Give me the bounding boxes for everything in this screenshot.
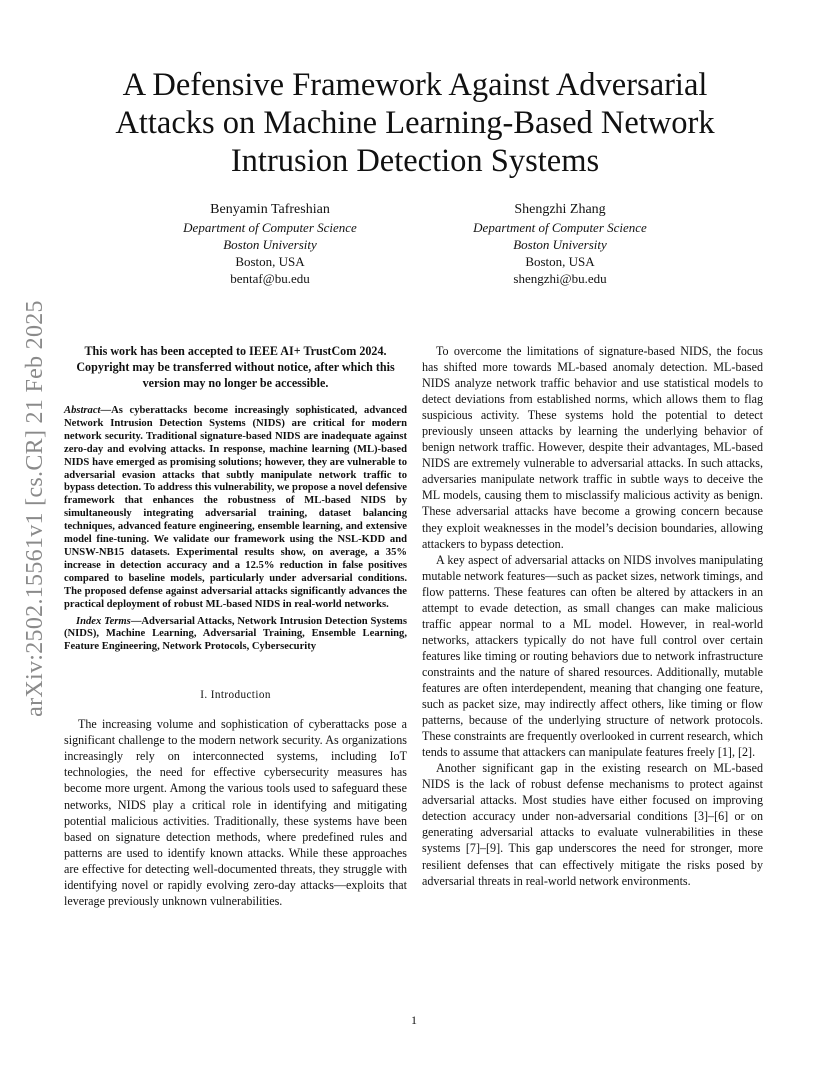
index-terms	[64, 616, 407, 655]
author-location: Boston, USA	[235, 254, 305, 269]
author-block-1	[120, 201, 420, 287]
author-name: Shengzhi Zhang	[514, 202, 606, 217]
author-department: Department of Computer Science	[473, 220, 647, 235]
author-location: Boston, USA	[525, 254, 595, 269]
right-column	[422, 343, 763, 889]
page-number: 1	[411, 1013, 417, 1027]
body-paragraph: A key aspect of adversarial attacks on NIDS involves manipulating mutable network features—such as packet sizes, network timings, and flow patterns. These features can often be altered by attackers in an attempt to evade detection, as small changes can make malicious traffic appear normal to a ML model. However, in real-world networks, attackers typically do not have full control over certain features like timing or routing behaviors due to network infrastructure constraints and the nature of shared resources. Additionally, mutable features are often interdependent, meaning that changing one feature, such as packet size, may indirectly affect others, like timing or flow patterns, because of the underlying structure of network protocols. These constraints are frequently overlooked in current research, which tends to assume that attackers can manipulate features freely [1], [2].	[422, 552, 763, 760]
author-block-2	[410, 201, 710, 287]
author-university: Boston University	[223, 237, 317, 252]
author-department: Department of Computer Science	[183, 220, 357, 235]
left-column	[64, 343, 407, 909]
author-email: shengzhi@bu.edu	[513, 271, 607, 286]
section-heading: I. Introduction	[200, 689, 271, 702]
body-paragraph: Another significant gap in the existing research on ML-based NIDS is the lack of robust defense mechanisms to protect against adversarial attacks. Most studies have either focused on improving detection accuracy under non-adversarial conditions [3]–[6] or on generating adversarial attacks to evaluate vulnerabilities in these systems [7]–[9]. This gap underscores the need for stronger, more resilient defenses that can effectively mitigate the risks posed by adversarial threats in real-world network environments.	[422, 761, 763, 888]
paper-title: A Defensive Framework Against Adversarial Attacks on Machine Learning-Based Network Intrusion Detection Systems	[115, 67, 715, 179]
author-email: bentaf@bu.edu	[230, 271, 310, 286]
arxiv-sidebar-stamp	[22, 258, 48, 758]
author-name: Benyamin Tafreshian	[210, 202, 330, 217]
abstract	[64, 405, 407, 612]
author-university: Boston University	[513, 237, 607, 252]
index-terms-label: Index Terms	[76, 615, 131, 627]
abstract-text: —As cyberattacks become increasingly sophisticated, advanced Network Intrusion Detection Systems (NIDS) are critical for modern network security. Traditional signature-based NIDS are inadequate against zero-day and evolving attacks. In response, machine learning (ML)-based NIDS have emerged as promising solutions; however, they are vulnerable to adversarial evasion attacks that subtly manipulate network traffic to bypass detection. To address this vulnerability, we propose a novel defensive framework that enhances the robustness of ML-based NIDS by simultaneously integrating adversarial training, dataset balancing techniques, advanced feature engineering, ensemble learning, and extensive model fine-tuning. We validate our framework using the NSL-KDD and UNSW-NB15 datasets. Experimental results show, on average, a 35% increase in detection accuracy and a 12.5% reduction in false positives compared to baseline models, particularly under adversarial conditions. The proposed defense against adversarial attacks significantly advances the practical deployment of robust ML-based NIDS in real-world networks.	[64, 405, 407, 610]
intro-paragraph: The increasing volume and sophistication of cyberattacks pose a significant challenge to the modern network security. As organizations increasingly rely on interconnected systems, including IoT technologies, the need for effective cybersecurity measures has become more urgent. Among the various tools used to safeguard these networks, NIDS play a critical role in identifying and mitigating potential malicious activities. Traditionally, these systems have been based on signature detection methods, where predefined rules and patterns are used to identify known attacks. While these approaches are effective for detecting well-documented threats, they struggle with identifying novel or rapidly evolving zero-day attacks—exploits that leverage previously unknown vulnerabilities.	[64, 717, 407, 908]
acceptance-notice: This work has been accepted to IEEE AI+ TrustCom 2024. Copyright may be transferred without notice, after which this version may no longer be accessible.	[76, 344, 395, 390]
abstract-label: Abstract	[64, 405, 101, 416]
arxiv-id: arXiv:2502.15561v1 [cs.CR] 21 Feb 2025	[21, 299, 48, 717]
index-terms-text: —Adversarial Attacks, Network Intrusion Detection Systems (NIDS), Machine Learning, Adversarial Training, Ensemble Learning, Feature Engineering, Network Protocols, Cybersecurity	[64, 615, 407, 653]
body-paragraph: To overcome the limitations of signature-based NIDS, the focus has shifted more towards ML-based anomaly detection. ML-based NIDS analyze network traffic behavior and use statistical models to detect deviations from established norms, which allows them to flag suspicious activity. These systems hold the potential to detect previously unseen attacks by learning the underlying behavior of benign network traffic. However, despite their advantages, ML-based NIDS are extremely vulnerable to adversarial attacks. In such attacks, adversaries manipulate network traffic in subtle ways to deceive the ML models, causing them to misclassify malicious activity as benign. These adversarial attacks have become a growing concern because they exploit weaknesses in the model’s decision boundaries, allowing attackers to bypass detection.	[422, 344, 763, 551]
